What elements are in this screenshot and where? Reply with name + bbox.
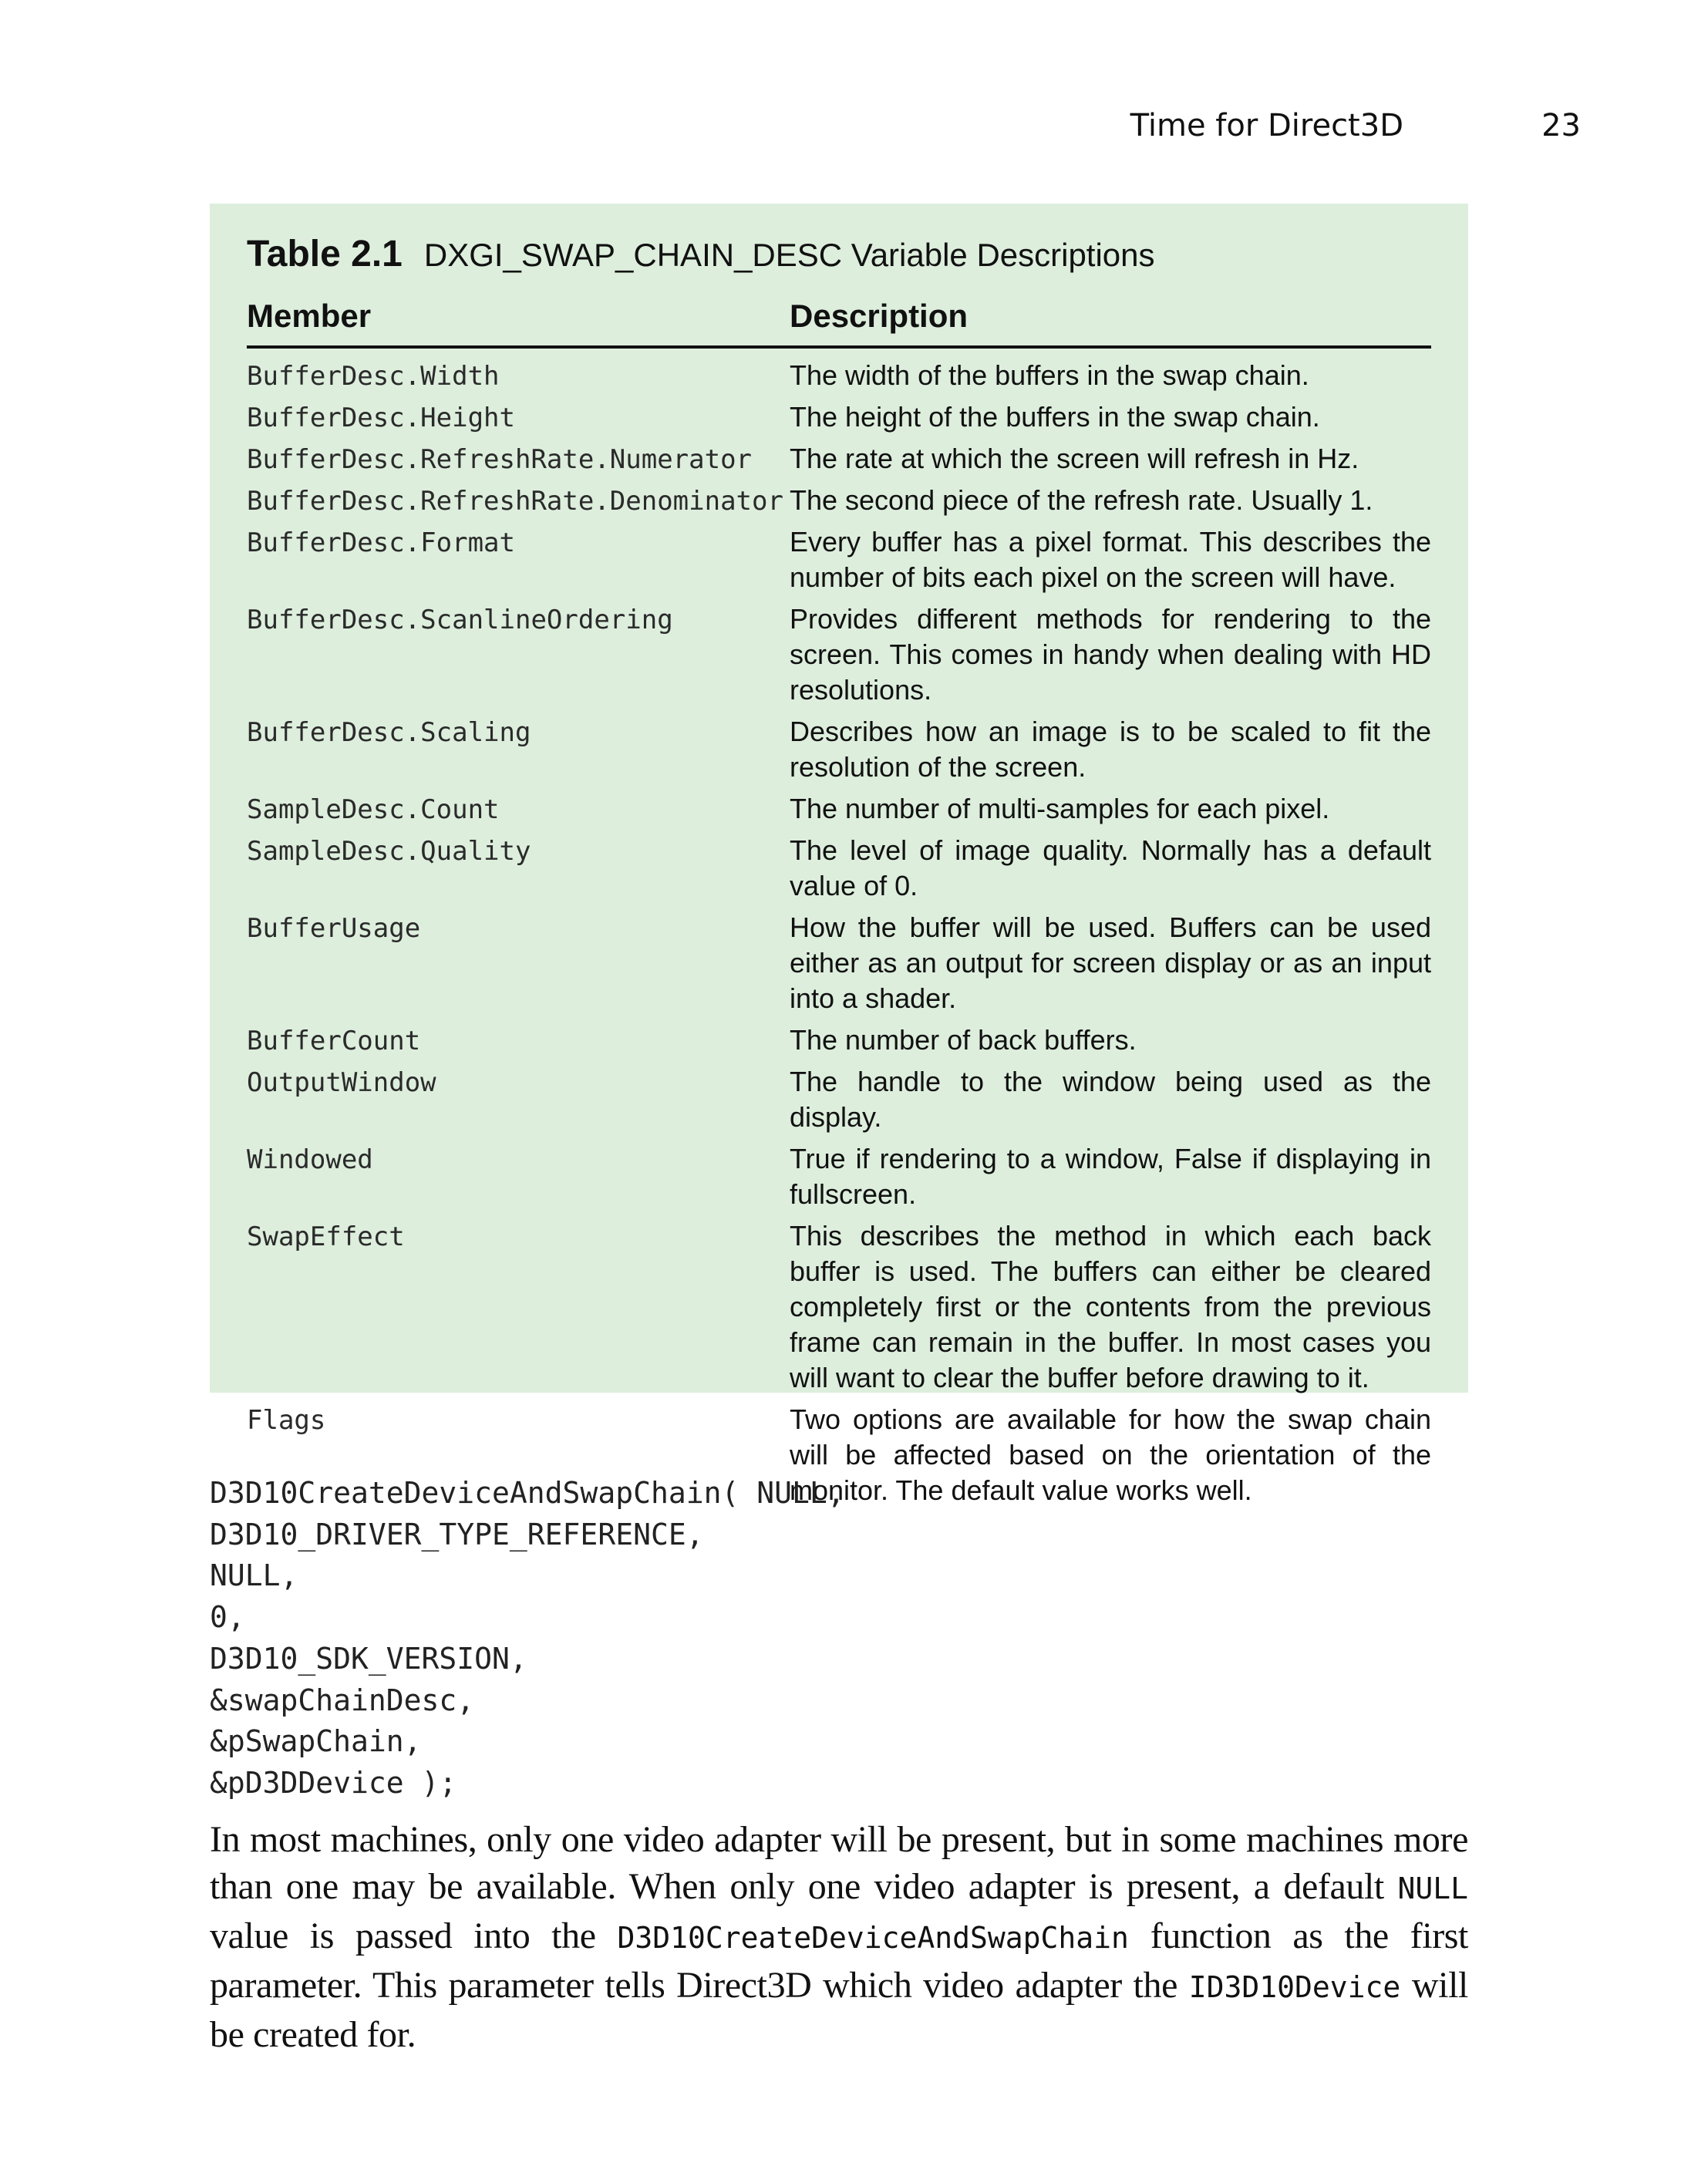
column-header-description: Description (790, 298, 969, 334)
member-description: The handle to the window being used as the display. (790, 1066, 1431, 1133)
table-row (247, 601, 1431, 708)
member-description: The number of back buffers. (790, 1024, 1137, 1056)
code-line: 0, (210, 1600, 245, 1635)
member-name: SampleDesc.Count (247, 794, 500, 825)
member-description: Two options are available for how the swap chain will be affected based on the orientation of the monitor. The default value works well. (790, 1403, 1431, 1506)
running-head (0, 108, 1581, 154)
chapter-title: Time for Direct3D (1130, 108, 1403, 143)
table-row (247, 524, 1431, 595)
member-name: BufferDesc.Format (247, 527, 515, 558)
table-row (247, 833, 1431, 904)
member-name: BufferCount (247, 1026, 421, 1056)
body-paragraph (210, 1816, 1468, 2058)
member-name: Flags (247, 1405, 326, 1436)
member-name: OutputWindow (247, 1067, 436, 1098)
inline-code-null: NULL (1397, 1872, 1468, 1905)
paragraph-text-2: value is passed into the (210, 1915, 618, 1956)
column-header-member: Member (247, 298, 372, 334)
member-description: This describes the method in which each back buffer is used. The buffers can either be cleared completely first or the contents from the previous frame can remain in the buffer. In most cases you will want to clear the buffer before drawing to it. (790, 1220, 1431, 1393)
member-name: BufferDesc.Scaling (247, 717, 531, 748)
member-description: The number of multi-samples for each pixel. (790, 793, 1330, 824)
member-description: True if rendering to a window, False if displaying in fullscreen. (790, 1143, 1431, 1210)
member-description: Describes how an image is to be scaled to fit the resolution of the screen. (790, 716, 1431, 783)
table-row (247, 1218, 1431, 1396)
paragraph-text-1: In most machines, only one video adapter will be present, but in some machines more than one may be available. When only one video adapter is present, a default (210, 1819, 1468, 1907)
member-description: The rate at which the screen will refresh in Hz. (790, 443, 1359, 474)
member-description: How the buffer will be used. Buffers can be used either as an output for screen display or as an input into a shader. (790, 911, 1431, 1014)
table-row (247, 1064, 1431, 1135)
table-row (247, 399, 1431, 435)
table-row (247, 910, 1431, 1016)
member-name: BufferDesc.RefreshRate.Numerator (247, 444, 753, 475)
inline-code-function: D3D10CreateDeviceAndSwapChain (617, 1921, 1129, 1955)
member-name: BufferDesc.ScanlineOrdering (247, 605, 673, 635)
code-line: &pD3DDevice ); (210, 1765, 457, 1800)
member-description: Provides different methods for rendering to the screen. This comes in handy when dealing with HD resolutions. (790, 603, 1431, 706)
code-line: NULL, (210, 1558, 298, 1593)
member-name: SwapEffect (247, 1221, 405, 1252)
page-number: 23 (1541, 108, 1581, 143)
member-name: Windowed (247, 1144, 373, 1175)
code-line: &swapChainDesc, (210, 1683, 475, 1717)
code-line: D3D10CreateDeviceAndSwapChain( NULL, (210, 1476, 845, 1510)
member-description: The width of the buffers in the swap chain. (790, 359, 1309, 391)
code-listing (210, 1473, 845, 1804)
member-name: BufferDesc.Width (247, 361, 500, 392)
member-description: The level of image quality. Normally has a default value of 0. (790, 834, 1431, 901)
table-body (247, 358, 1431, 1514)
table-row (247, 358, 1431, 393)
member-description: The height of the buffers in the swap chain. (790, 401, 1320, 433)
table-caption: DXGI_SWAP_CHAIN_DESC Variable Descriptions (423, 237, 1155, 273)
code-line: D3D10_SDK_VERSION, (210, 1641, 527, 1676)
member-description: Every buffer has a pixel format. This describes the number of bits each pixel on the screen will have. (790, 526, 1431, 593)
member-name: BufferDesc.Height (247, 403, 515, 433)
table-row (247, 483, 1431, 518)
member-name: SampleDesc.Quality (247, 836, 531, 867)
code-line: D3D10_DRIVER_TYPE_REFERENCE, (210, 1517, 704, 1551)
table-row (247, 1023, 1431, 1058)
paragraph-text-4: will be created for. (210, 1965, 1468, 2055)
inline-code-device: ID3D10Device (1188, 1970, 1401, 2004)
member-name: BufferDesc.RefreshRate.Denominator (247, 486, 783, 517)
table-row (247, 441, 1431, 477)
member-description: The second piece of the refresh rate. Usually 1. (790, 484, 1373, 516)
table-row (247, 1141, 1431, 1212)
code-line: &pSwapChain, (210, 1724, 422, 1759)
table-title (247, 233, 1155, 275)
member-name: BufferUsage (247, 913, 421, 944)
table-header-row (247, 298, 1431, 349)
table-number: Table 2.1 (247, 234, 403, 275)
table-row (247, 791, 1431, 827)
paragraph-text-3: function as the first parameter. This parameter tells Direct3D which video adapter the (210, 1915, 1468, 2006)
table-row (247, 714, 1431, 785)
